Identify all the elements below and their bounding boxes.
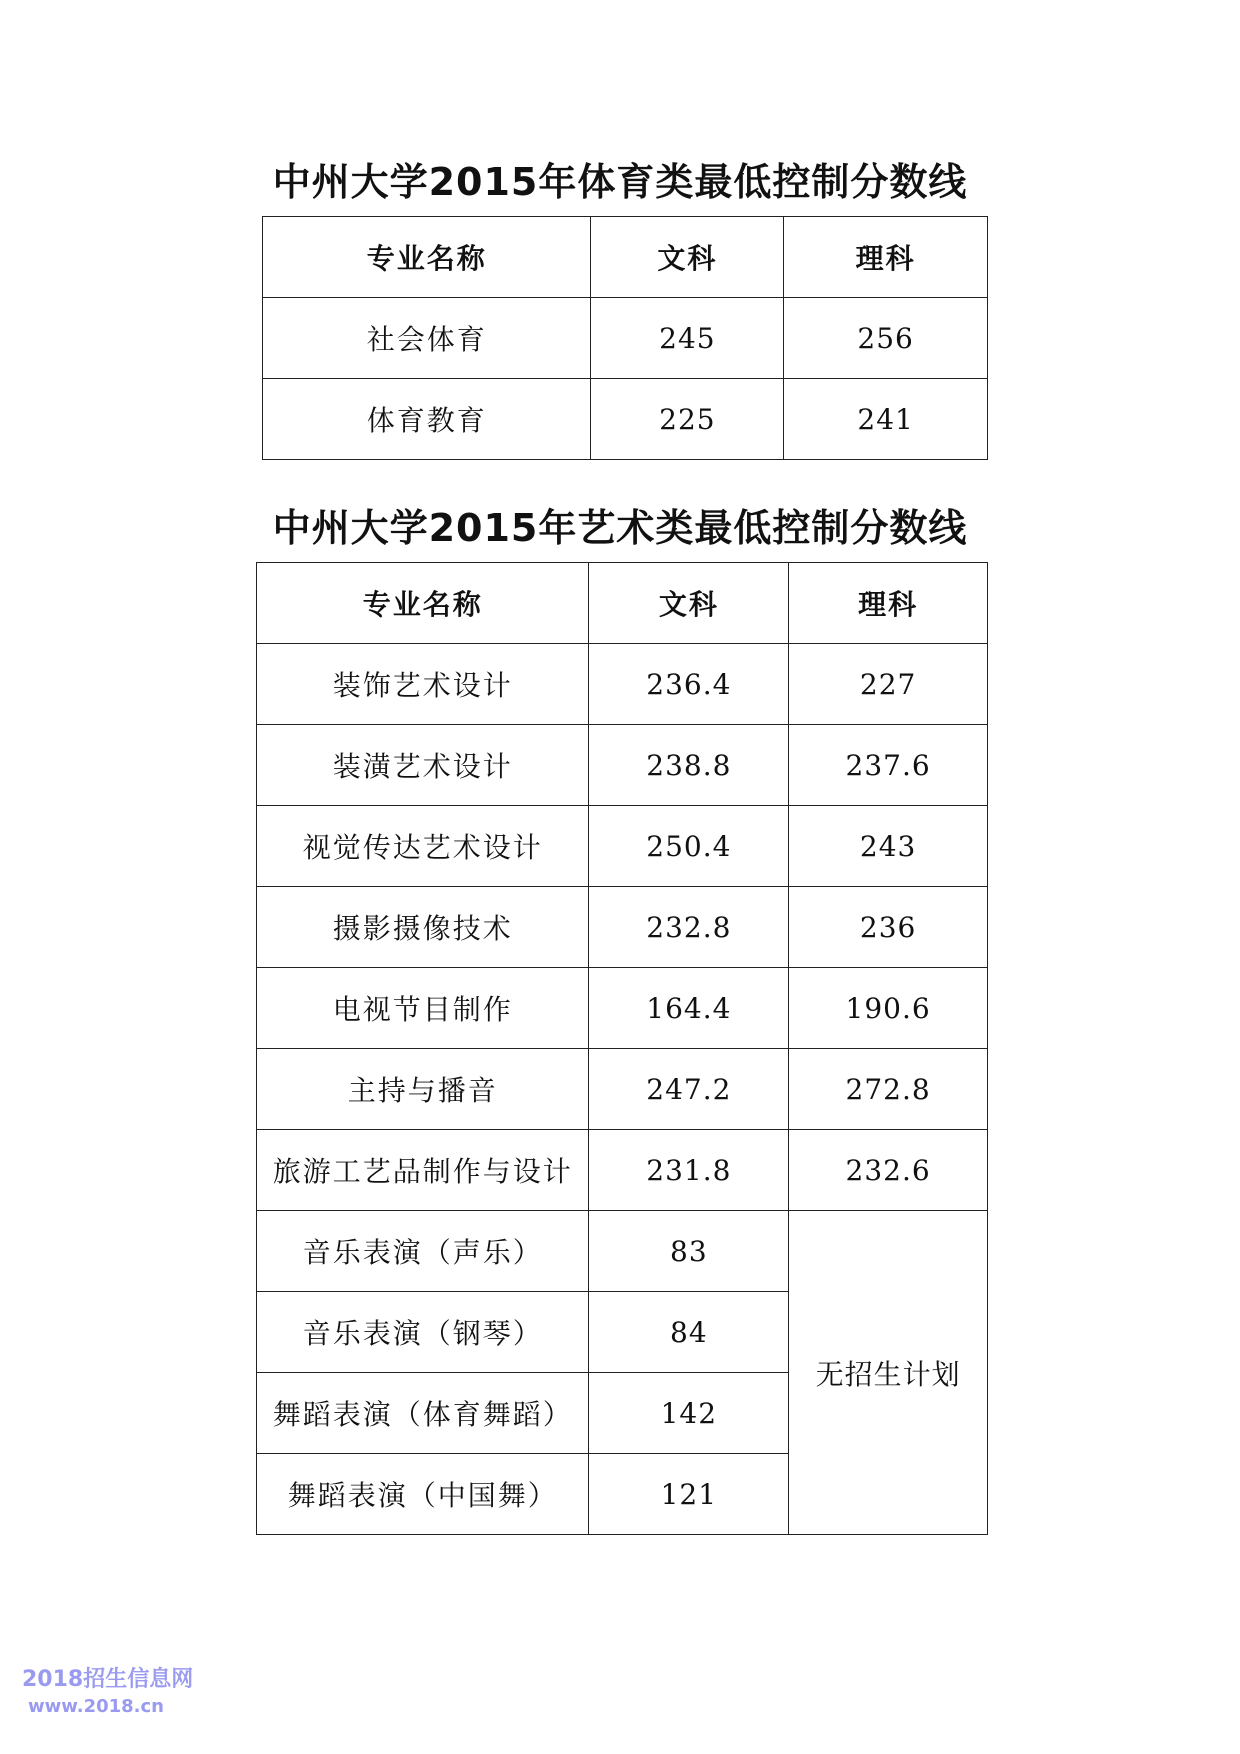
header-major: 专业名称 (257, 563, 589, 644)
watermark-site-name: 2018招生信息网 (22, 1667, 194, 1692)
major-cell: 旅游工艺品制作与设计 (257, 1130, 589, 1211)
science-score-cell: 241 (784, 379, 988, 460)
science-score-cell: 232.6 (789, 1130, 988, 1211)
table-row (257, 1211, 988, 1292)
table-row (257, 968, 988, 1049)
sports-table-title: 中州大学2015年体育类最低控制分数线 (272, 160, 968, 204)
major-cell: 音乐表演（声乐） (257, 1211, 589, 1292)
table-row (257, 1049, 988, 1130)
arts-score-cell: 236.4 (589, 644, 789, 725)
science-score-cell: 243 (789, 806, 988, 887)
arts-score-cell: 250.4 (589, 806, 789, 887)
science-score-cell: 190.6 (789, 968, 988, 1049)
header-major: 专业名称 (263, 217, 591, 298)
table-row (263, 298, 988, 379)
table-row (257, 644, 988, 725)
table-row (257, 725, 988, 806)
art-score-table (256, 562, 988, 1535)
science-score-cell: 236 (789, 887, 988, 968)
table-row (257, 1130, 988, 1211)
major-cell: 音乐表演（钢琴） (257, 1292, 589, 1373)
arts-score-cell: 83 (589, 1211, 789, 1292)
watermark-url: www.2018.cn (28, 1696, 164, 1717)
major-cell: 装饰艺术设计 (257, 644, 589, 725)
header-science: 理科 (784, 217, 988, 298)
table-row (263, 379, 988, 460)
table-header-row (257, 563, 988, 644)
arts-score-cell: 121 (589, 1454, 789, 1535)
major-cell: 电视节目制作 (257, 968, 589, 1049)
science-score-cell: 256 (784, 298, 988, 379)
no-enrollment-plan-cell: 无招生计划 (789, 1211, 988, 1535)
arts-score-cell: 245 (591, 298, 784, 379)
arts-score-cell: 232.8 (589, 887, 789, 968)
major-cell: 主持与播音 (257, 1049, 589, 1130)
header-arts: 文科 (591, 217, 784, 298)
header-science: 理科 (789, 563, 988, 644)
arts-score-cell: 247.2 (589, 1049, 789, 1130)
arts-score-cell: 225 (591, 379, 784, 460)
science-score-cell: 272.8 (789, 1049, 988, 1130)
arts-score-cell: 238.8 (589, 725, 789, 806)
major-cell: 社会体育 (263, 298, 591, 379)
table-header-row (263, 217, 988, 298)
major-cell: 舞蹈表演（体育舞蹈） (257, 1373, 589, 1454)
table-row (257, 806, 988, 887)
art-table-title: 中州大学2015年艺术类最低控制分数线 (272, 506, 968, 550)
table-row (257, 887, 988, 968)
science-score-cell: 227 (789, 644, 988, 725)
major-cell: 舞蹈表演（中国舞） (257, 1454, 589, 1535)
science-score-cell: 237.6 (789, 725, 988, 806)
arts-score-cell: 142 (589, 1373, 789, 1454)
major-cell: 装潢艺术设计 (257, 725, 589, 806)
sports-score-table (262, 216, 988, 460)
major-cell: 视觉传达艺术设计 (257, 806, 589, 887)
header-arts: 文科 (589, 563, 789, 644)
arts-score-cell: 84 (589, 1292, 789, 1373)
arts-score-cell: 231.8 (589, 1130, 789, 1211)
arts-score-cell: 164.4 (589, 968, 789, 1049)
major-cell: 摄影摄像技术 (257, 887, 589, 968)
major-cell: 体育教育 (263, 379, 591, 460)
